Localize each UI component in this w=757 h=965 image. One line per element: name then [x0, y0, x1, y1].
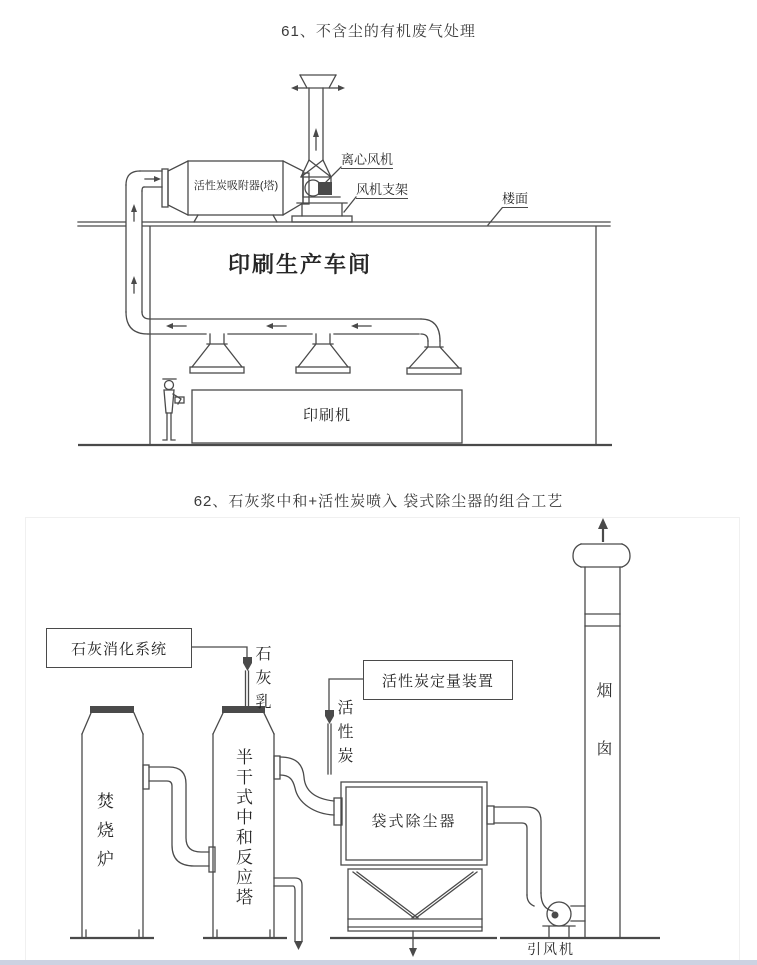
activated-carbon-label: 活性炭	[335, 699, 352, 771]
support-leader-line	[344, 197, 356, 212]
induced-draft-fan-label: 引风机	[527, 941, 575, 957]
suction-hood-2	[296, 334, 350, 373]
bottom-strip	[0, 960, 757, 965]
floor-slab	[78, 208, 610, 226]
suction-hood-1	[190, 334, 244, 373]
worker-figure	[163, 379, 184, 440]
fan-support-label: 风机支架	[356, 182, 409, 197]
adsorber-label: 活性炭吸附器(塔)	[193, 180, 279, 192]
bag-filter-label: 袋式除尘器	[371, 813, 457, 830]
incinerator-label: 焚烧炉	[94, 792, 113, 879]
reactor-tower-label: 半干式中和反应塔	[233, 748, 252, 908]
chimney-label: 烟囱	[594, 682, 611, 798]
floor-label: 楼面	[502, 191, 529, 206]
printer-label: 印刷机	[302, 407, 351, 424]
lime-slaking-system-box: 石灰消化系统	[46, 628, 192, 668]
carbon-dosing-device-box: 活性炭定量装置	[363, 660, 513, 700]
workshop-label: 印刷生产车间	[227, 252, 372, 277]
lime-milk-label: 石灰乳	[253, 645, 270, 717]
suction-hood-3	[407, 341, 461, 374]
centrifugal-fan-label: 离心风机	[341, 152, 394, 167]
riser-duct	[126, 171, 162, 334]
fan-stand-base	[292, 216, 352, 222]
diagram-62-frame	[25, 517, 740, 962]
section-61-title: 61、不含尘的有机废气处理	[281, 23, 476, 40]
exhaust-stack	[291, 75, 345, 177]
section-62-title: 62、石灰浆中和+活性炭喷入 袋式除尘器的组合工艺	[193, 493, 564, 510]
